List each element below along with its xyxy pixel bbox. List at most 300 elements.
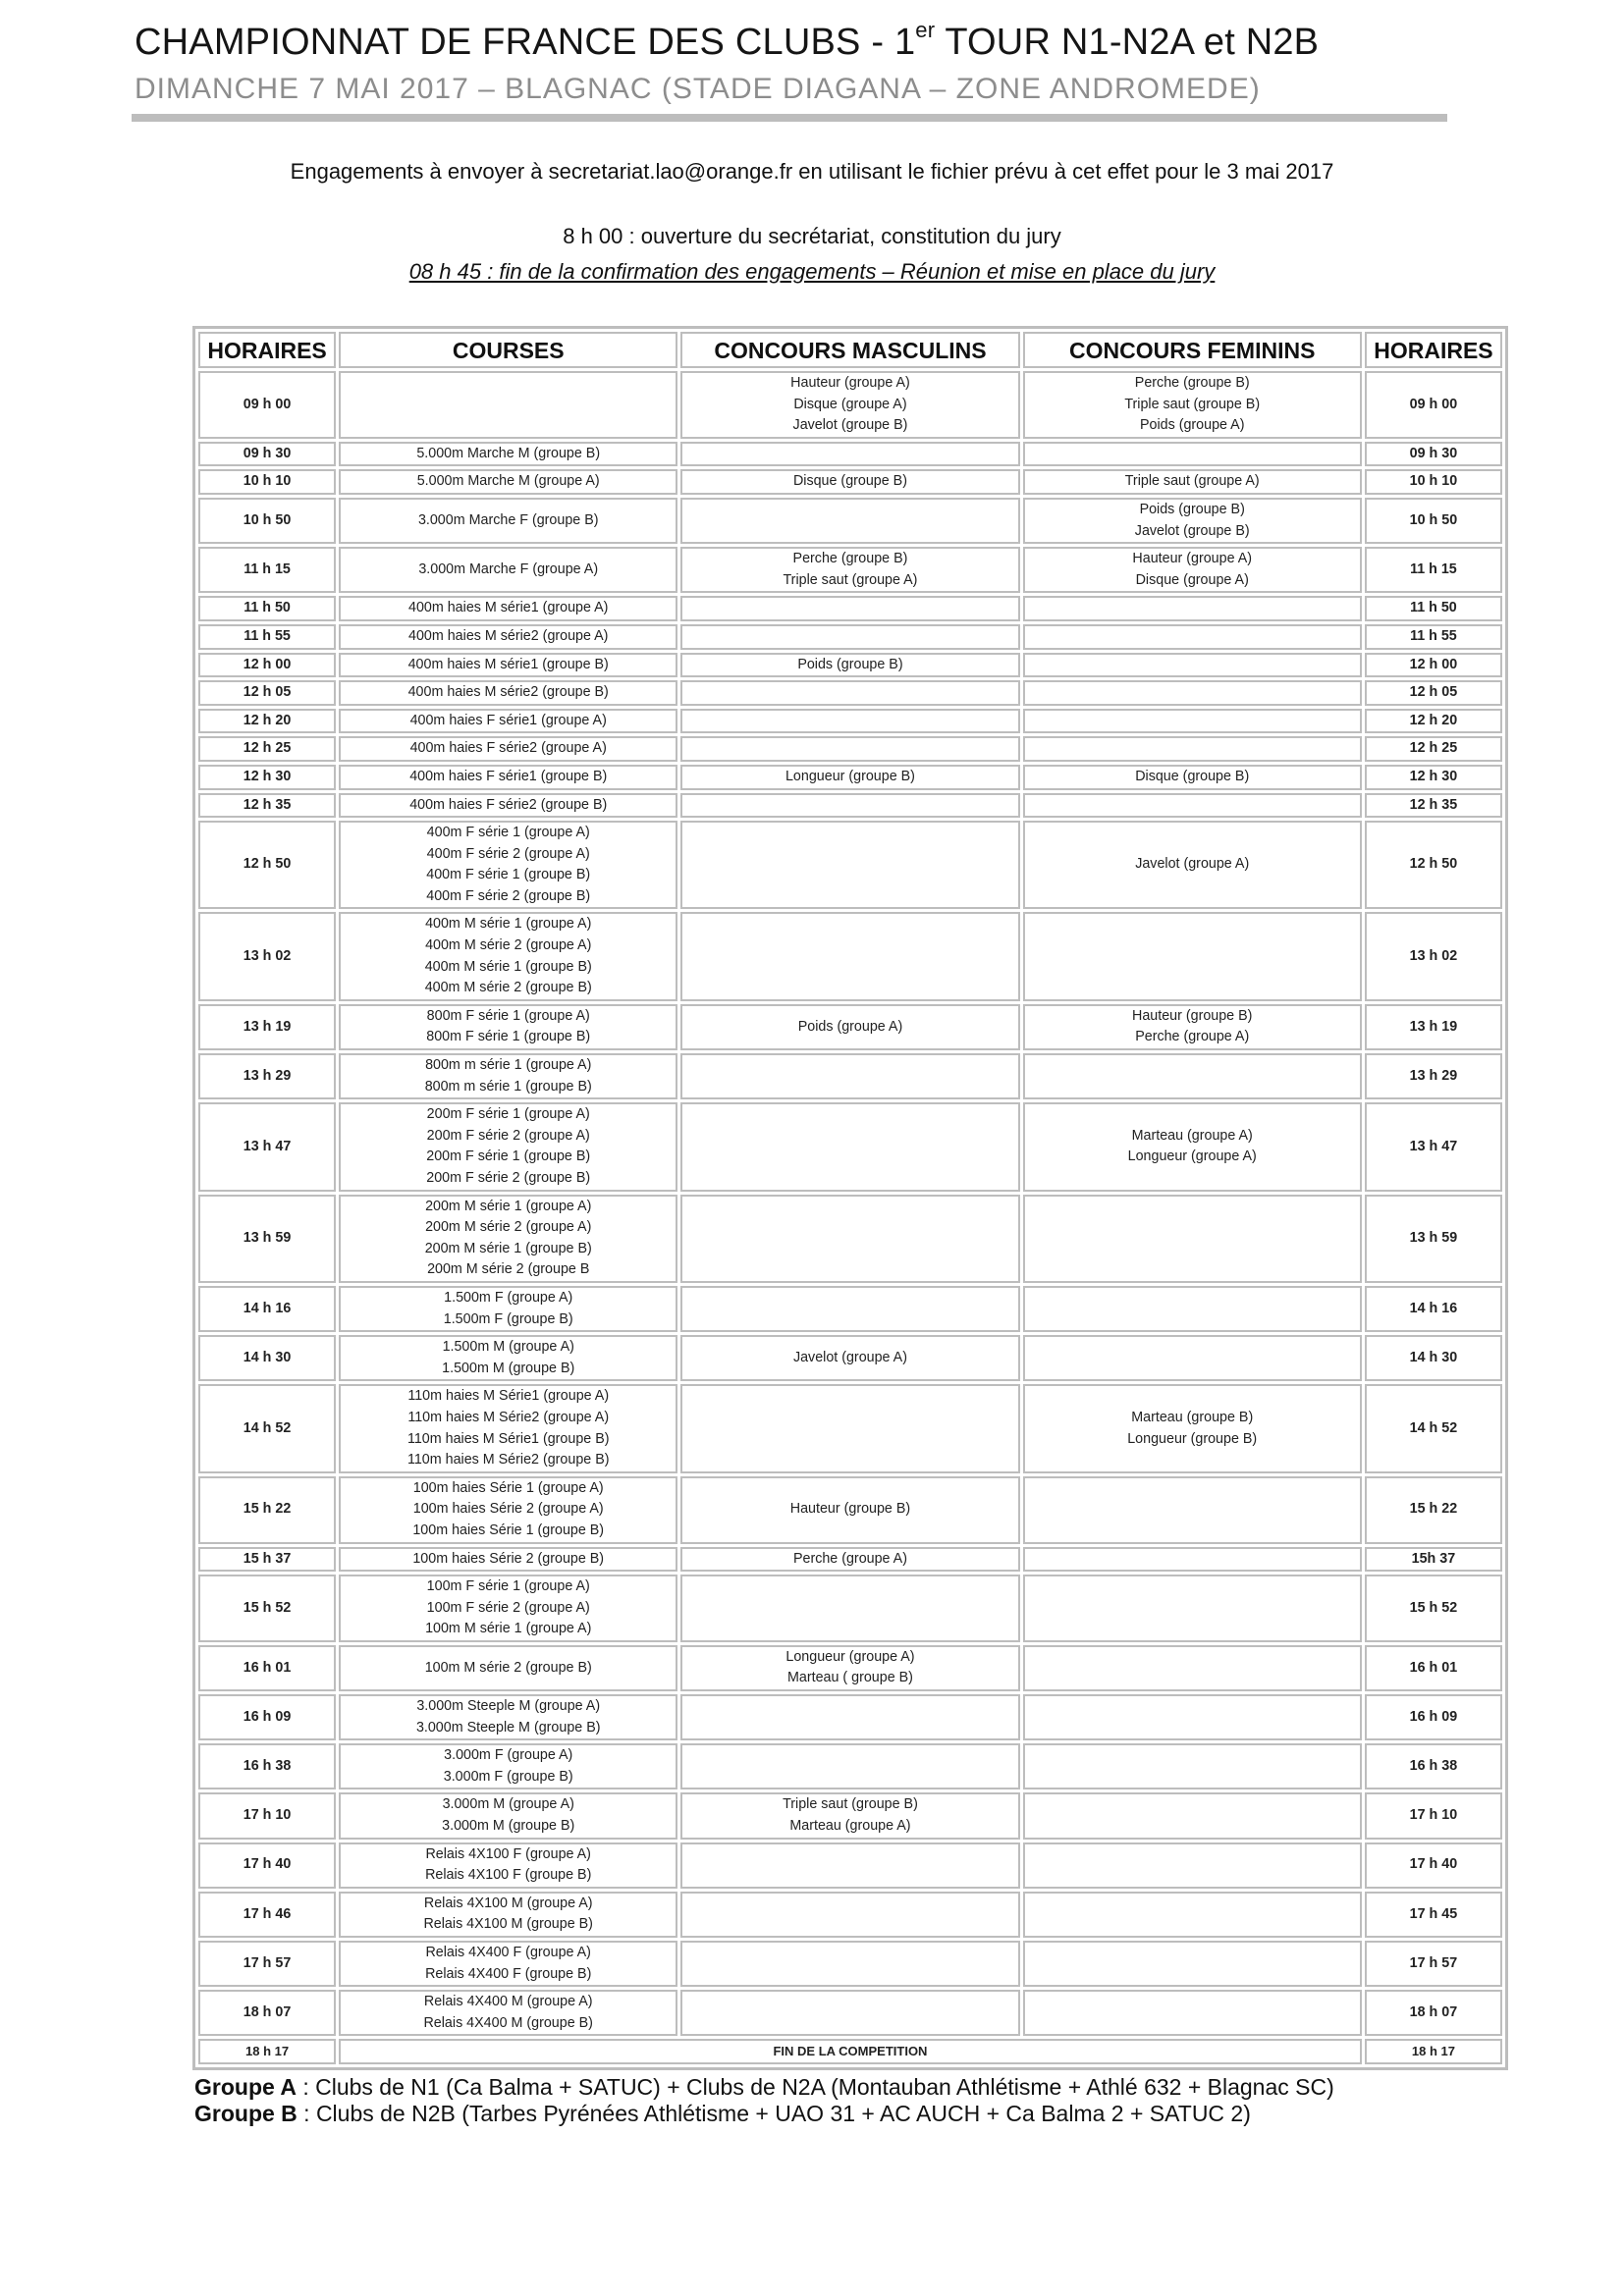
time-right: 13 h 29: [1365, 1053, 1502, 1099]
time-right: 16 h 38: [1365, 1743, 1502, 1789]
time-left: 17 h 40: [198, 1842, 336, 1889]
cell-line: Disque (groupe B): [1135, 768, 1250, 784]
concours-feminins-cell: [1023, 709, 1362, 734]
time-left: 17 h 46: [198, 1892, 336, 1938]
table-row: [198, 1286, 1502, 1332]
cell-line: Triple saut (groupe B): [1124, 396, 1261, 412]
time-left: 11 h 15: [198, 547, 336, 593]
courses-cell: [339, 793, 677, 819]
cell-line: Hauteur (groupe B): [1132, 1007, 1253, 1024]
table-row: [198, 1645, 1502, 1691]
cell-line: Perche (groupe B): [792, 551, 908, 567]
table-row: [198, 1743, 1502, 1789]
time-left: 14 h 30: [198, 1335, 336, 1381]
concours-masculins-cell: [680, 442, 1019, 467]
table-row: [198, 1195, 1502, 1283]
cell-line: Relais 4X400 M (groupe A): [423, 1994, 593, 2010]
time-right: 13 h 47: [1365, 1102, 1502, 1191]
concours-feminins-cell: [1023, 1476, 1362, 1544]
table-row: [198, 765, 1502, 790]
courses-cell: [339, 821, 677, 909]
table-row: [198, 1842, 1502, 1889]
cell-line: 100m M série 2 (groupe B): [424, 1659, 592, 1676]
title-main: CHAMPIONNAT DE FRANCE DES CLUBS - 1: [135, 22, 916, 63]
cell-line: 400m haies M série2 (groupe B): [407, 684, 609, 701]
table-row: [198, 912, 1502, 1000]
cell-line: 400m haies M série2 (groupe A): [408, 627, 609, 644]
cell-line: Javelot (groupe A): [1135, 856, 1250, 873]
table-row: [198, 1476, 1502, 1544]
title-divider: [132, 114, 1447, 122]
time-left: 14 h 52: [198, 1384, 336, 1472]
cell-line: 100m haies Série 1 (groupe A): [412, 1479, 604, 1496]
courses-cell: [339, 498, 677, 544]
cell-line: 100m haies Série 2 (groupe A): [412, 1501, 604, 1518]
cell-line: Poids (groupe B): [1139, 501, 1245, 517]
concours-feminins-cell: [1023, 1102, 1362, 1191]
cell-line: 800m F série 1 (groupe B): [426, 1029, 591, 1045]
header-row: [198, 332, 1502, 368]
time-right: 09 h 00: [1365, 371, 1502, 439]
cell-line: Triple saut (groupe A): [1124, 473, 1260, 490]
time-left: 18 h 07: [198, 1990, 336, 2036]
time-left: 11 h 55: [198, 624, 336, 650]
courses-cell: [339, 1102, 677, 1191]
time-left: 12 h 50: [198, 821, 336, 909]
time-right: 17 h 10: [1365, 1792, 1502, 1839]
table-row: [198, 1102, 1502, 1191]
time-right: 15 h 22: [1365, 1476, 1502, 1544]
cell-line: 200m M série 1 (groupe A): [425, 1198, 592, 1214]
time-right: 18 h 17: [1365, 2039, 1502, 2064]
courses-cell: [339, 1384, 677, 1472]
cell-line: Longueur (groupe B): [1127, 1430, 1258, 1447]
concours-masculins-cell: [680, 709, 1019, 734]
cell-line: Longueur (groupe B): [785, 768, 915, 784]
groups-legend: [194, 2074, 1334, 2127]
courses-cell: [339, 1547, 677, 1573]
time-left: 12 h 05: [198, 680, 336, 706]
cell-line: 400m F série 2 (groupe A): [426, 845, 590, 862]
time-right: 14 h 52: [1365, 1384, 1502, 1472]
time-left: 12 h 00: [198, 653, 336, 678]
header-courses: COURSES: [339, 332, 677, 368]
table-row: [198, 793, 1502, 819]
cell-line: Relais 4X100 M (groupe B): [423, 1916, 593, 1933]
concours-feminins-cell: [1023, 1645, 1362, 1691]
concours-feminins-cell: [1023, 680, 1362, 706]
table-row: [198, 1792, 1502, 1839]
cell-line: 3.000m M (groupe B): [442, 1818, 575, 1835]
concours-feminins-cell: [1023, 596, 1362, 621]
courses-cell: [339, 442, 677, 467]
cell-line: 1.500m M (groupe A): [442, 1339, 574, 1356]
courses-cell: [339, 596, 677, 621]
concours-masculins-cell: [680, 1335, 1019, 1381]
time-left: 11 h 50: [198, 596, 336, 621]
final-row: [198, 2039, 1502, 2064]
group-b-label: Groupe B: [194, 2101, 298, 2126]
table-row: [198, 498, 1502, 544]
courses-cell: [339, 1004, 677, 1050]
concours-feminins-cell: [1023, 624, 1362, 650]
header-horaires-left: HORAIRES: [198, 332, 336, 368]
courses-cell: [339, 765, 677, 790]
cell-line: Poids (groupe A): [1139, 417, 1245, 434]
concours-feminins-cell: [1023, 765, 1362, 790]
page-title: [135, 18, 1320, 64]
concours-feminins-cell: [1023, 1990, 1362, 2036]
concours-masculins-cell: [680, 736, 1019, 762]
table-row: [198, 1990, 1502, 2036]
page-subtitle: DIMANCHE 7 MAI 2017 – BLAGNAC (STADE DIAGANA – ZONE ANDROMEDE): [135, 73, 1261, 105]
time-right: 12 h 25: [1365, 736, 1502, 762]
time-right: 15 h 52: [1365, 1575, 1502, 1642]
time-right: 12 h 35: [1365, 793, 1502, 819]
courses-cell: [339, 1286, 677, 1332]
cell-line: Javelot (groupe A): [792, 1349, 907, 1365]
end-of-competition: FIN DE LA COMPETITION: [339, 2039, 1362, 2064]
time-left: 18 h 17: [198, 2039, 336, 2064]
cell-line: Relais 4X100 F (groupe A): [425, 1845, 591, 1862]
concours-feminins-cell: [1023, 1286, 1362, 1332]
cell-line: 110m haies M Série1 (groupe A): [407, 1388, 610, 1405]
courses-cell: [339, 736, 677, 762]
concours-feminins-cell: [1023, 1892, 1362, 1938]
cell-line: Perche (groupe A): [1135, 1029, 1250, 1045]
time-right: 12 h 20: [1365, 709, 1502, 734]
cell-line: Poids (groupe B): [797, 656, 903, 672]
table-row: [198, 1941, 1502, 1987]
time-left: 13 h 19: [198, 1004, 336, 1050]
concours-masculins-cell: [680, 1990, 1019, 2036]
cell-line: 100m M série 1 (groupe A): [425, 1621, 592, 1637]
courses-cell: [339, 912, 677, 1000]
time-right: 16 h 01: [1365, 1645, 1502, 1691]
table-row: [198, 709, 1502, 734]
concours-masculins-cell: [680, 793, 1019, 819]
time-right: 14 h 30: [1365, 1335, 1502, 1381]
header-concours-feminins: CONCOURS FEMININS: [1023, 332, 1362, 368]
cell-line: Hauteur (groupe A): [790, 375, 910, 391]
header-concours-masculins: CONCOURS MASCULINS: [680, 332, 1019, 368]
cell-line: 3.000m Marche F (groupe B): [417, 511, 599, 528]
table-row: [198, 469, 1502, 495]
cell-line: Marteau (groupe A): [789, 1818, 911, 1835]
concours-masculins-cell: [680, 653, 1019, 678]
cell-line: 200m M série 1 (groupe B): [424, 1240, 592, 1256]
cell-line: 200m F série 1 (groupe A): [426, 1106, 590, 1123]
cell-line: 3.000m F (groupe B): [443, 1768, 573, 1785]
courses-cell: [339, 1743, 677, 1789]
cell-line: Perche (groupe A): [792, 1550, 907, 1567]
concours-feminins-cell: [1023, 793, 1362, 819]
cell-line: Relais 4X100 F (groupe B): [425, 1867, 592, 1884]
courses-cell: [339, 1694, 677, 1740]
concours-masculins-cell: [680, 547, 1019, 593]
concours-feminins-cell: [1023, 371, 1362, 439]
table-row: [198, 596, 1502, 621]
time-right: 13 h 19: [1365, 1004, 1502, 1050]
cell-line: Hauteur (groupe A): [1132, 551, 1253, 567]
cell-line: 400m F série 1 (groupe A): [426, 825, 590, 841]
cell-line: Disque (groupe A): [1135, 571, 1249, 588]
time-left: 13 h 02: [198, 912, 336, 1000]
concours-feminins-cell: [1023, 912, 1362, 1000]
cell-line: 110m haies M Série2 (groupe B): [406, 1452, 610, 1468]
courses-cell: [339, 1990, 677, 2036]
cell-line: Relais 4X400 F (groupe B): [425, 1965, 592, 1982]
courses-cell: [339, 1892, 677, 1938]
time-left: 14 h 16: [198, 1286, 336, 1332]
time-right: 18 h 07: [1365, 1990, 1502, 2036]
table-row: [198, 821, 1502, 909]
time-right: 10 h 50: [1365, 498, 1502, 544]
concours-feminins-cell: [1023, 1547, 1362, 1573]
courses-cell: [339, 709, 677, 734]
title-superscript: er: [915, 18, 936, 42]
cell-line: Hauteur (groupe B): [789, 1501, 911, 1518]
concours-feminins-cell: [1023, 653, 1362, 678]
concours-masculins-cell: [680, 469, 1019, 495]
concours-masculins-cell: [680, 821, 1019, 909]
cell-line: Perche (groupe B): [1134, 375, 1250, 391]
courses-cell: [339, 1053, 677, 1099]
concours-masculins-cell: [680, 498, 1019, 544]
table-row: [198, 1892, 1502, 1938]
courses-cell: [339, 653, 677, 678]
courses-cell: [339, 1792, 677, 1839]
time-right: 13 h 59: [1365, 1195, 1502, 1283]
cell-line: Disque (groupe B): [792, 473, 907, 490]
group-a-line: [194, 2074, 1334, 2101]
concours-feminins-cell: [1023, 736, 1362, 762]
table-row: [198, 653, 1502, 678]
table-row: [198, 1384, 1502, 1472]
group-b-line: [194, 2101, 1334, 2127]
concours-feminins-cell: [1023, 1941, 1362, 1987]
concours-feminins-cell: [1023, 1792, 1362, 1839]
courses-cell: [339, 371, 677, 439]
concours-feminins-cell: [1023, 1575, 1362, 1642]
time-left: 10 h 50: [198, 498, 336, 544]
cell-line: 200m M série 2 (groupe A): [425, 1219, 592, 1236]
concours-masculins-cell: [680, 1792, 1019, 1839]
cell-line: 5.000m Marche M (groupe A): [416, 473, 600, 490]
table-row: [198, 680, 1502, 706]
time-right: 12 h 50: [1365, 821, 1502, 909]
time-right: 17 h 40: [1365, 1842, 1502, 1889]
cell-line: 400m M série 2 (groupe A): [425, 937, 592, 954]
time-left: 13 h 47: [198, 1102, 336, 1191]
concours-masculins-cell: [680, 1575, 1019, 1642]
concours-masculins-cell: [680, 1842, 1019, 1889]
concours-masculins-cell: [680, 912, 1019, 1000]
concours-masculins-cell: [680, 1694, 1019, 1740]
cell-line: Marteau (groupe A): [1131, 1127, 1253, 1144]
schedule-table: [192, 326, 1508, 2070]
table-row: [198, 1053, 1502, 1099]
concours-masculins-cell: [680, 1941, 1019, 1987]
group-a-text: : Clubs de N1 (Ca Balma + SATUC) + Clubs de N2A (Montauban Athlétisme + Athlé 632 + Blagnac SC): [296, 2074, 1334, 2100]
concours-feminins-cell: [1023, 1743, 1362, 1789]
concours-masculins-cell: [680, 1547, 1019, 1573]
courses-cell: [339, 1476, 677, 1544]
time-right: 15h 37: [1365, 1547, 1502, 1573]
cell-line: Triple saut (groupe B): [783, 1796, 918, 1813]
table-row: [198, 1004, 1502, 1050]
cell-line: 400m haies M série1 (groupe B): [407, 656, 609, 672]
concours-feminins-cell: [1023, 1335, 1362, 1381]
cell-line: 3.000m Marche F (groupe A): [418, 561, 599, 577]
cell-line: 400m haies F série1 (groupe A): [409, 712, 607, 728]
time-left: 12 h 30: [198, 765, 336, 790]
time-right: 11 h 50: [1365, 596, 1502, 621]
cell-line: 200m M série 2 (groupe B: [427, 1261, 590, 1278]
time-left: 09 h 00: [198, 371, 336, 439]
cell-line: Marteau ( groupe B): [786, 1670, 913, 1686]
cell-line: 800m F série 1 (groupe A): [426, 1007, 590, 1024]
courses-cell: [339, 1335, 677, 1381]
time-left: 09 h 30: [198, 442, 336, 467]
time-left: 12 h 35: [198, 793, 336, 819]
secretariat-opening: 8 h 00 : ouverture du secrétariat, constitution du jury: [563, 224, 1061, 248]
courses-cell: [339, 547, 677, 593]
header-horaires-right: HORAIRES: [1365, 332, 1502, 368]
time-left: 17 h 10: [198, 1792, 336, 1839]
cell-line: 400m haies M série1 (groupe A): [408, 600, 609, 616]
table-row: [198, 1694, 1502, 1740]
concours-masculins-cell: [680, 624, 1019, 650]
time-left: 17 h 57: [198, 1941, 336, 1987]
concours-masculins-cell: [680, 1004, 1019, 1050]
concours-masculins-cell: [680, 1053, 1019, 1099]
concours-feminins-cell: [1023, 1004, 1362, 1050]
concours-masculins-cell: [680, 1384, 1019, 1472]
concours-masculins-cell: [680, 1286, 1019, 1332]
concours-masculins-cell: [680, 765, 1019, 790]
cell-line: 400m M série 2 (groupe B): [424, 980, 592, 996]
concours-masculins-cell: [680, 371, 1019, 439]
group-b-text: : Clubs de N2B (Tarbes Pyrénées Athlétisme + UAO 31 + AC AUCH + Ca Balma 2 + SATUC 2): [297, 2101, 1251, 2126]
time-left: 15 h 22: [198, 1476, 336, 1544]
time-right: 11 h 15: [1365, 547, 1502, 593]
concours-masculins-cell: [680, 1645, 1019, 1691]
cell-line: 800m m série 1 (groupe B): [424, 1078, 592, 1095]
group-a-label: Groupe A: [194, 2074, 297, 2100]
entries-instructions: Engagements à envoyer à secretariat.lao@orange.fr en utilisant le fichier prévu à cet effet pour le 3 mai 2017: [290, 159, 1334, 184]
cell-line: 400m F série 2 (groupe B): [426, 887, 591, 904]
cell-line: 110m haies M Série1 (groupe B): [406, 1430, 610, 1447]
time-left: 16 h 38: [198, 1743, 336, 1789]
cell-line: Marteau (groupe B): [1131, 1409, 1254, 1425]
time-left: 12 h 25: [198, 736, 336, 762]
courses-cell: [339, 1575, 677, 1642]
cell-line: Triple saut (groupe A): [783, 571, 918, 588]
title-rest: TOUR N1-N2A et N2B: [935, 22, 1320, 63]
cell-line: 1.500m F (groupe A): [444, 1289, 573, 1306]
table-row: [198, 442, 1502, 467]
concours-feminins-cell: [1023, 469, 1362, 495]
cell-line: 400m haies F série1 (groupe B): [409, 768, 608, 784]
cell-line: Longueur (groupe A): [1127, 1148, 1257, 1165]
cell-line: 200m F série 1 (groupe B): [426, 1148, 591, 1165]
courses-cell: [339, 680, 677, 706]
time-right: 10 h 10: [1365, 469, 1502, 495]
table-row: [198, 547, 1502, 593]
cell-line: 400m M série 1 (groupe A): [425, 916, 592, 933]
cell-line: 100m F série 1 (groupe A): [426, 1578, 590, 1595]
concours-feminins-cell: [1023, 1384, 1362, 1472]
time-left: 16 h 09: [198, 1694, 336, 1740]
cell-line: 3.000m F (groupe A): [444, 1747, 573, 1764]
schedule-body: [198, 371, 1502, 2064]
time-left: 15 h 37: [198, 1547, 336, 1573]
cell-line: Javelot (groupe B): [792, 417, 908, 434]
cell-line: 100m haies Série 2 (groupe B): [412, 1550, 605, 1567]
concours-feminins-cell: [1023, 498, 1362, 544]
cell-line: 800m m série 1 (groupe A): [425, 1057, 592, 1074]
concours-masculins-cell: [680, 1743, 1019, 1789]
cell-line: 110m haies M Série2 (groupe A): [407, 1409, 610, 1425]
concours-masculins-cell: [680, 1195, 1019, 1283]
time-right: 12 h 05: [1365, 680, 1502, 706]
cell-line: 3.000m Steeple M (groupe A): [416, 1698, 601, 1715]
cell-line: Javelot (groupe B): [1134, 522, 1250, 539]
cell-line: 5.000m Marche M (groupe B): [416, 445, 601, 461]
concours-feminins-cell: [1023, 1694, 1362, 1740]
cell-line: 1.500m M (groupe B): [442, 1360, 575, 1376]
cell-line: 3.000m Steeple M (groupe B): [415, 1719, 601, 1735]
cell-line: Relais 4X400 M (groupe B): [423, 2014, 593, 2031]
time-left: 10 h 10: [198, 469, 336, 495]
cell-line: 400m M série 1 (groupe B): [424, 958, 592, 975]
cell-line: 200m F série 2 (groupe A): [426, 1127, 590, 1144]
cell-line: 400m F série 1 (groupe B): [426, 867, 591, 883]
time-right: 14 h 16: [1365, 1286, 1502, 1332]
cell-line: Relais 4X400 F (groupe A): [425, 1945, 591, 1960]
time-left: 16 h 01: [198, 1645, 336, 1691]
confirmation-deadline: 08 h 45 : fin de la confirmation des engagements – Réunion et mise en place du jury: [408, 259, 1216, 284]
cell-line: Longueur (groupe A): [785, 1648, 915, 1665]
table-row: [198, 1575, 1502, 1642]
cell-line: 400m haies F série2 (groupe A): [409, 740, 607, 757]
courses-cell: [339, 1842, 677, 1889]
concours-feminins-cell: [1023, 821, 1362, 909]
table-row: [198, 624, 1502, 650]
cell-line: 200m F série 2 (groupe B): [426, 1170, 591, 1186]
courses-cell: [339, 1195, 677, 1283]
time-right: 17 h 45: [1365, 1892, 1502, 1938]
cell-line: 100m F série 2 (groupe A): [426, 1599, 590, 1616]
cell-line: Disque (groupe A): [793, 396, 907, 412]
concours-feminins-cell: [1023, 1842, 1362, 1889]
table-row: [198, 736, 1502, 762]
courses-cell: [339, 469, 677, 495]
concours-masculins-cell: [680, 596, 1019, 621]
cell-line: Relais 4X100 M (groupe A): [423, 1895, 593, 1911]
time-right: 12 h 30: [1365, 765, 1502, 790]
time-left: 15 h 52: [198, 1575, 336, 1642]
cell-line: 1.500m F (groupe B): [443, 1310, 573, 1327]
courses-cell: [339, 1645, 677, 1691]
concours-feminins-cell: [1023, 547, 1362, 593]
table-row: [198, 1335, 1502, 1381]
concours-masculins-cell: [680, 680, 1019, 706]
concours-masculins-cell: [680, 1476, 1019, 1544]
courses-cell: [339, 1941, 677, 1987]
courses-cell: [339, 624, 677, 650]
